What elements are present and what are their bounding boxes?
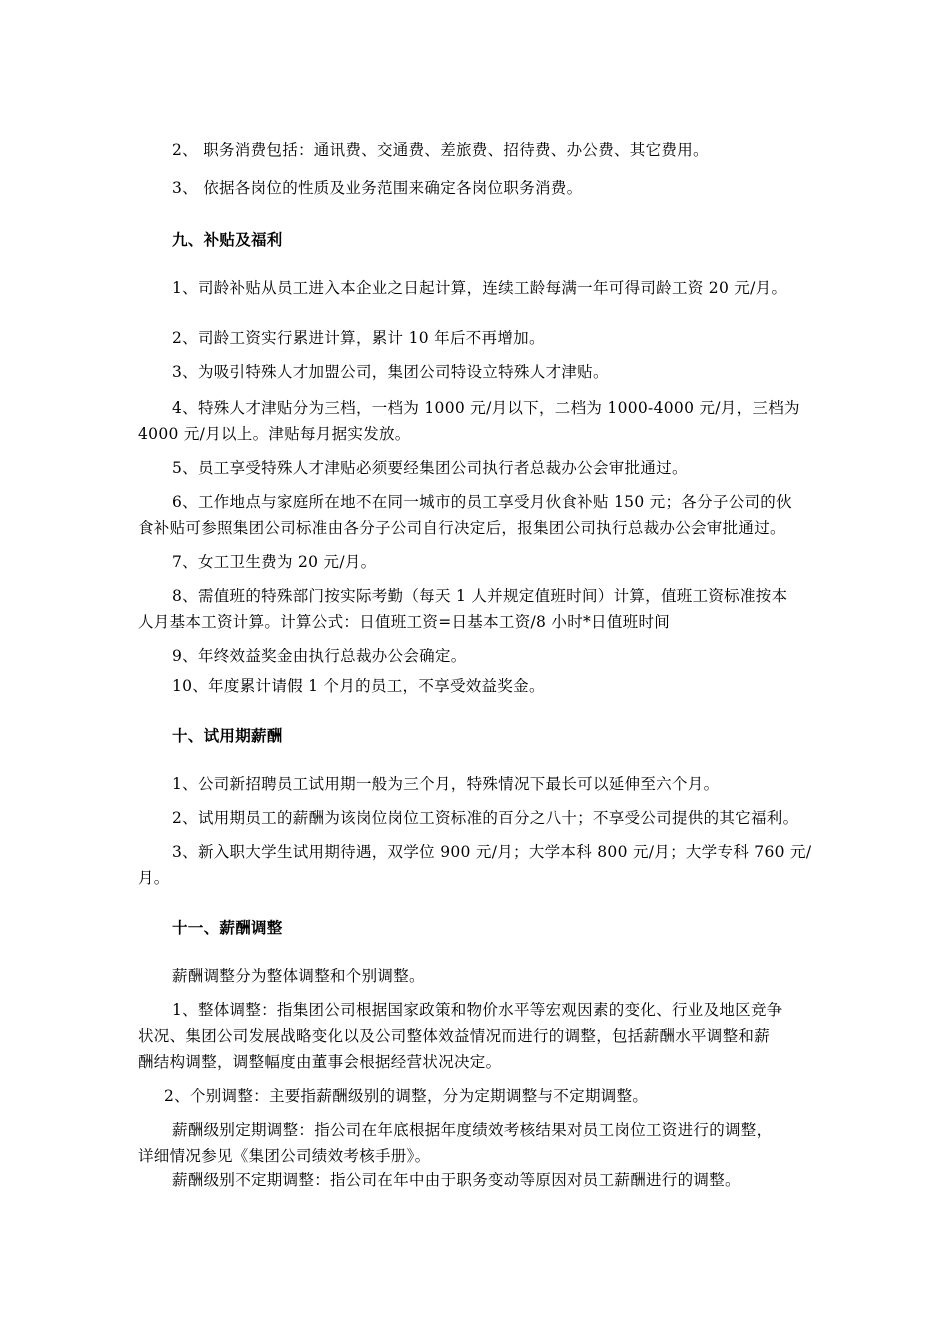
sec9-item-9: 9、年终效益奖金由执行总裁办公会确定。 — [172, 647, 467, 665]
sec11-regular-adjust-line1: 薪酬级别定期调整：指公司在年底根据年度绩效考核结果对员工岗位工资进行的调整， — [172, 1121, 773, 1139]
section-heading-10: 十、试用期薪酬 — [172, 726, 283, 745]
sec9-item-5: 5、员工享受特殊人才津贴必须要经集团公司执行者总裁办公会审批通过。 — [172, 459, 688, 477]
sec11-irregular-adjust: 薪酬级别不定期调整：指公司在年中由于职务变动等原因对员工薪酬进行的调整。 — [172, 1171, 741, 1189]
sec9-item-6-line1: 6、工作地点与家庭所在地不在同一城市的员工享受月伙食补贴 150 元；各分子公司的伙 — [172, 493, 792, 511]
sec9-item-2: 2、司龄工资实行累进计算，累计 10 年后不再增加。 — [172, 329, 545, 347]
sec11-item-1-line1: 1、整体调整：指集团公司根据国家政策和物价水平等宏观因素的变化、行业及地区竞争 — [172, 1001, 783, 1019]
sec10-item-3-line1: 3、新入职大学生试用期待遇，双学位 900 元/月；大学本科 800 元/月；大学专科 760 元/ — [172, 843, 812, 861]
sec11-item-2: 2、个别调整：主要指薪酬级别的调整，分为定期调整与不定期调整。 — [164, 1087, 649, 1105]
sec9-item-1: 1、司龄补贴从员工进入本企业之日起计算，连续工龄每满一年可得司龄工资 20 元/月。 — [172, 279, 788, 297]
sec10-item-1: 1、公司新招聘员工试用期一般为三个月，特殊情况下最长可以延伸至六个月。 — [172, 775, 720, 793]
item-3-expense-basis: 3、 依据各岗位的性质及业务范围来确定各岗位职务消费。 — [172, 179, 583, 197]
section-heading-11: 十一、薪酬调整 — [172, 918, 283, 937]
sec9-item-3: 3、为吸引特殊人才加盟公司，集团公司特设立特殊人才津贴。 — [172, 363, 609, 381]
sec10-item-3-line2: 月。 — [138, 869, 170, 887]
sec9-item-7: 7、女工卫生费为 20 元/月。 — [172, 553, 377, 571]
section-heading-9: 九、补贴及福利 — [172, 230, 283, 249]
sec11-item-1-line3: 酬结构调整，调整幅度由董事会根据经营状况决定。 — [138, 1053, 502, 1071]
sec11-item-1-line2: 状况、集团公司发展战略变化以及公司整体效益情况而进行的调整，包括薪酬水平调整和薪 — [138, 1027, 771, 1045]
sec9-item-4-line2: 4000 元/月以上。津贴每月据实发放。 — [138, 425, 411, 443]
sec11-intro: 薪酬调整分为整体调整和个别调整。 — [172, 967, 425, 985]
sec9-item-6-line2: 食补贴可参照集团公司标准由各分子公司自行决定后，报集团公司执行总裁办公会审批通过。 — [138, 519, 786, 537]
item-2-job-expenses: 2、 职务消费包括：通讯费、交通费、差旅费、招待费、办公费、其它费用。 — [172, 141, 709, 159]
sec9-item-8-line1: 8、需值班的特殊部门按实际考勤（每天 1 人并规定值班时间）计算，值班工资标准按本 — [172, 587, 788, 605]
sec9-item-4-line1: 4、特殊人才津贴分为三档，一档为 1000 元/月以下，二档为 1000-4000 元/月，三档为 — [172, 399, 800, 417]
sec10-item-2: 2、试用期员工的薪酬为该岗位岗位工资标准的百分之八十；不享受公司提供的其它福利。 — [172, 809, 799, 827]
sec11-regular-adjust-line2: 详细情况参见《集团公司绩效考核手册》。 — [138, 1147, 431, 1165]
sec9-item-8-line2: 人月基本工资计算。计算公式：日值班工资=日基本工资/8 小时*日值班时间 — [138, 613, 671, 631]
sec9-item-10: 10、年度累计请假 1 个月的员工，不享受效益奖金。 — [172, 677, 545, 695]
